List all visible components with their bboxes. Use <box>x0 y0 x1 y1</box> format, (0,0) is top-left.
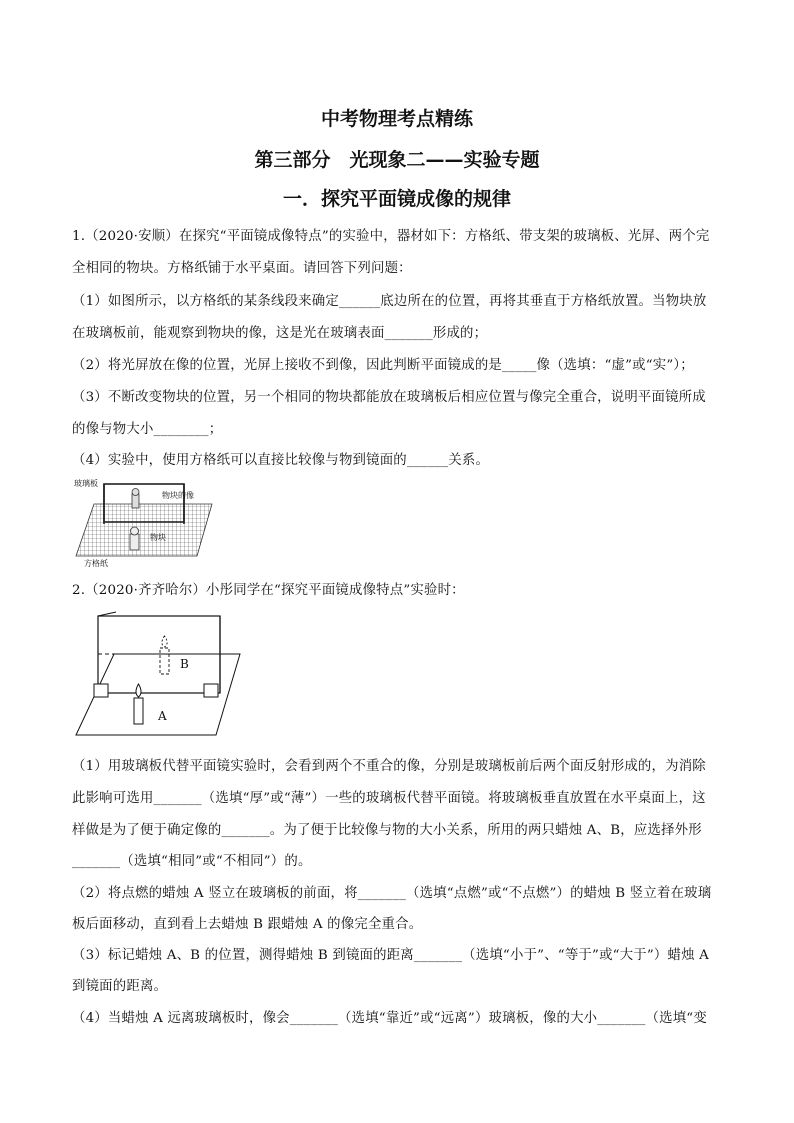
q1-line: 的像与物大小________； <box>72 422 223 437</box>
q2-line: （3）标记蜡烛 A、B 的位置，测得蜡烛 B 到镜面的距离_______（选填“小于”、“等于”或“大于”）蜡烛 A <box>72 948 710 963</box>
q1-line: （3）不断改变物块的位置，另一个相同的物块都能放在玻璃板后相应位置与像完全重合，说明平面镜所成 <box>72 390 706 405</box>
q2-line: 板后面移动，直到看上去蜡烛 B 跟蜡烛 A 的像完全重合。 <box>72 917 423 932</box>
figure-label-glass: 玻璃板 <box>74 479 98 488</box>
figure-grid-paper-mirror <box>72 474 222 568</box>
q2-line: 样做是为了便于确定像的_______。为了便于比较像与物的大小关系，所用的两只蜡烛 A、B，应选择外形 <box>72 823 702 838</box>
q2-intro: 2.（2020·齐齐哈尔）小彤同学在“探究平面镜成像特点”实验时： <box>72 583 465 598</box>
q2-line: 到镜面的距离。 <box>72 979 168 994</box>
figure-label-image: 物块的像 <box>162 491 194 500</box>
figure-label-paper: 方格纸 <box>84 559 108 568</box>
candle-label-b: B <box>180 657 189 671</box>
q1-line: 在玻璃板前，能观察到物块的像，这是光在玻璃表面_______形成的； <box>72 326 488 341</box>
page-title: 中考物理考点精练 <box>320 108 473 130</box>
q2-line: （1）用玻璃板代替平面镜实验时，会看到两个不重合的像，分别是玻璃板前后两个面反射形成的，为消除 <box>72 759 706 774</box>
figure-label-object: 物块 <box>150 533 166 542</box>
q1-line: （4）实验中，使用方格纸可以直接比较像与物到镜面的______关系。 <box>72 453 490 468</box>
q2-line: _______（选填“相同”或“不相同”）的。 <box>72 854 312 869</box>
candle-label-a: A <box>158 709 167 723</box>
q2-line: （4）当蜡烛 A 远离玻璃板时，像会_______（选填“靠近”或“远离”）玻璃板，像的大小_______（选填“变 <box>72 1011 707 1026</box>
q1-line: （1）如图所示，以方格纸的某条线段来确定______底边所在的位置，再将其垂直于方格纸放置。当物块放 <box>72 294 707 309</box>
figure-candle-mirror <box>72 610 242 738</box>
q2-line: 此影响可选用_______（选填“厚”或“薄”）一些的玻璃板代替平面镜。将玻璃板垂直放置在水平桌面上，这 <box>72 791 706 806</box>
q1-line: 1.（2020·安顺）在探究“平面镜成像特点”的实验中，器材如下：方格纸、带支架的玻璃板、光屏、两个完 <box>72 229 710 244</box>
q1-line: 全相同的物块。方格纸铺于水平桌面。请回答下列问题： <box>72 261 412 276</box>
q1-line: （2）将光屏放在像的位置，光屏上接收不到像，因此判断平面镜成的是_____像（选填：“虚”或“实”）； <box>72 358 694 373</box>
q2-line: （2）将点燃的蜡烛 A 竖立在玻璃板的前面，将_______（选填“点燃”或“不点燃”）的蜡烛 B 竖立着在玻璃 <box>72 886 712 901</box>
section-heading: 一．探究平面镜成像的规律 <box>282 188 511 210</box>
page-subtitle: 第三部分 光现象二——实验专题 <box>254 149 540 171</box>
